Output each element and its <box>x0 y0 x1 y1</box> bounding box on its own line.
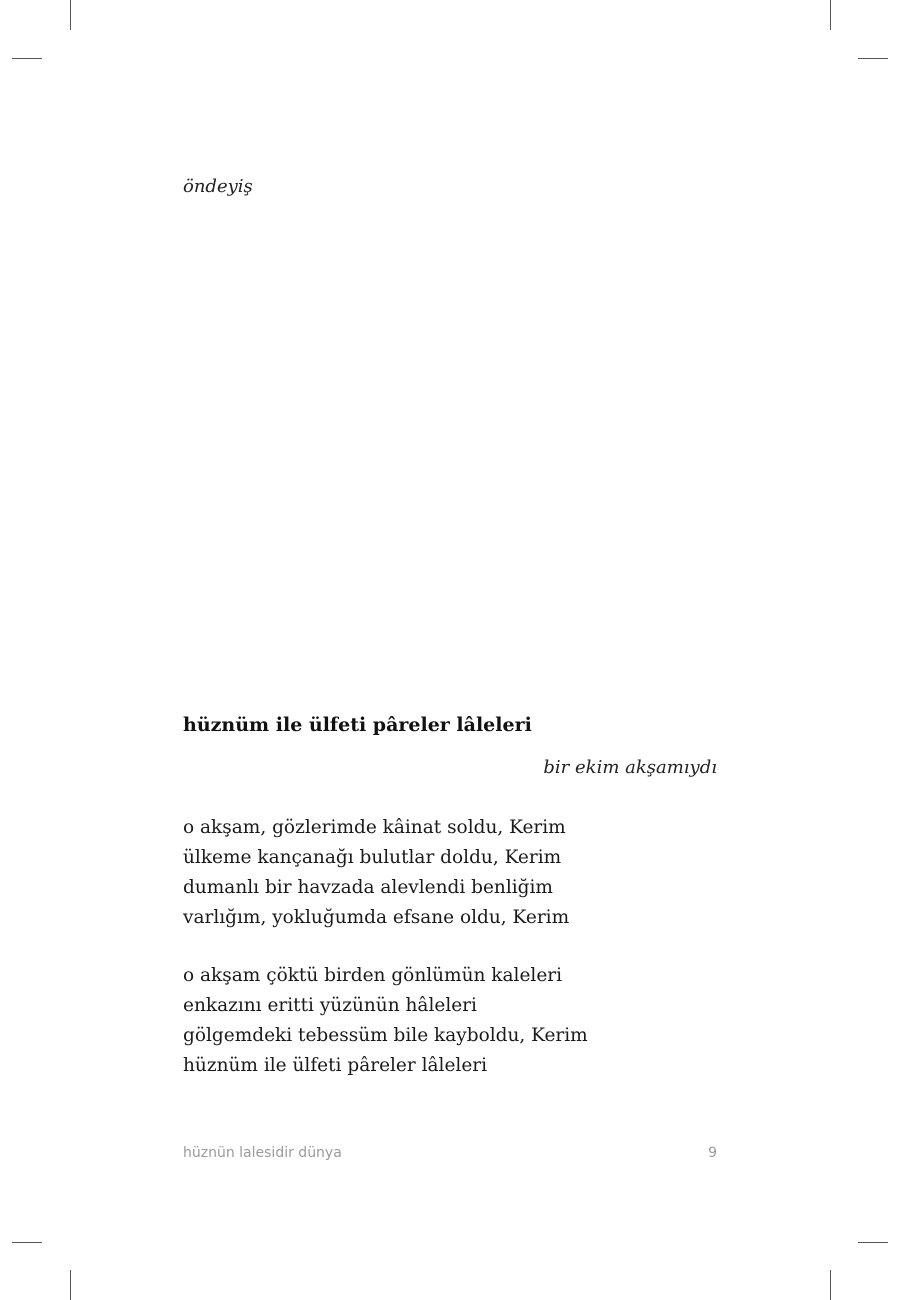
verse-line: varlığım, yokluğumda efsane oldu, Kerim <box>183 907 570 928</box>
verse-line: gölgemdeki tebessüm bile kayboldu, Kerim <box>183 1025 588 1046</box>
poem-title: hüznüm ile ülfeti pâreler lâleleri <box>183 714 532 736</box>
crop-mark-bottom-right-horizontal <box>858 1242 888 1243</box>
crop-mark-top-right-vertical <box>830 0 831 30</box>
stanza-1 <box>183 813 569 933</box>
verse-line: dumanlı bir havzada alevlendi benliğim <box>183 877 553 898</box>
crop-mark-top-right-horizontal <box>858 58 888 59</box>
stanza-2 <box>183 961 588 1081</box>
crop-mark-top-left-vertical <box>70 0 71 30</box>
section-label: öndeyiş <box>183 176 253 197</box>
verse-line: ülkeme kançanağı bulutlar doldu, Kerim <box>183 847 562 868</box>
crop-mark-bottom-left-vertical <box>70 1270 71 1300</box>
page-number: 9 <box>708 1145 717 1161</box>
crop-mark-bottom-right-vertical <box>830 1270 831 1300</box>
crop-mark-top-left-horizontal <box>12 58 42 59</box>
verse-line: hüznüm ile ülfeti pâreler lâleleri <box>183 1055 488 1076</box>
crop-mark-bottom-left-horizontal <box>12 1242 42 1243</box>
poem-epigraph: bir ekim akşamıydı <box>543 757 717 778</box>
verse-line: o akşam, gözlerimde kâinat soldu, Kerim <box>183 817 566 838</box>
verse-line: enkazını eritti yüzünün hâleleri <box>183 995 477 1016</box>
verse-line: o akşam çöktü birden gönlümün kaleleri <box>183 965 563 986</box>
footer-book-title: hüznün lalesidir dünya <box>183 1145 342 1161</box>
